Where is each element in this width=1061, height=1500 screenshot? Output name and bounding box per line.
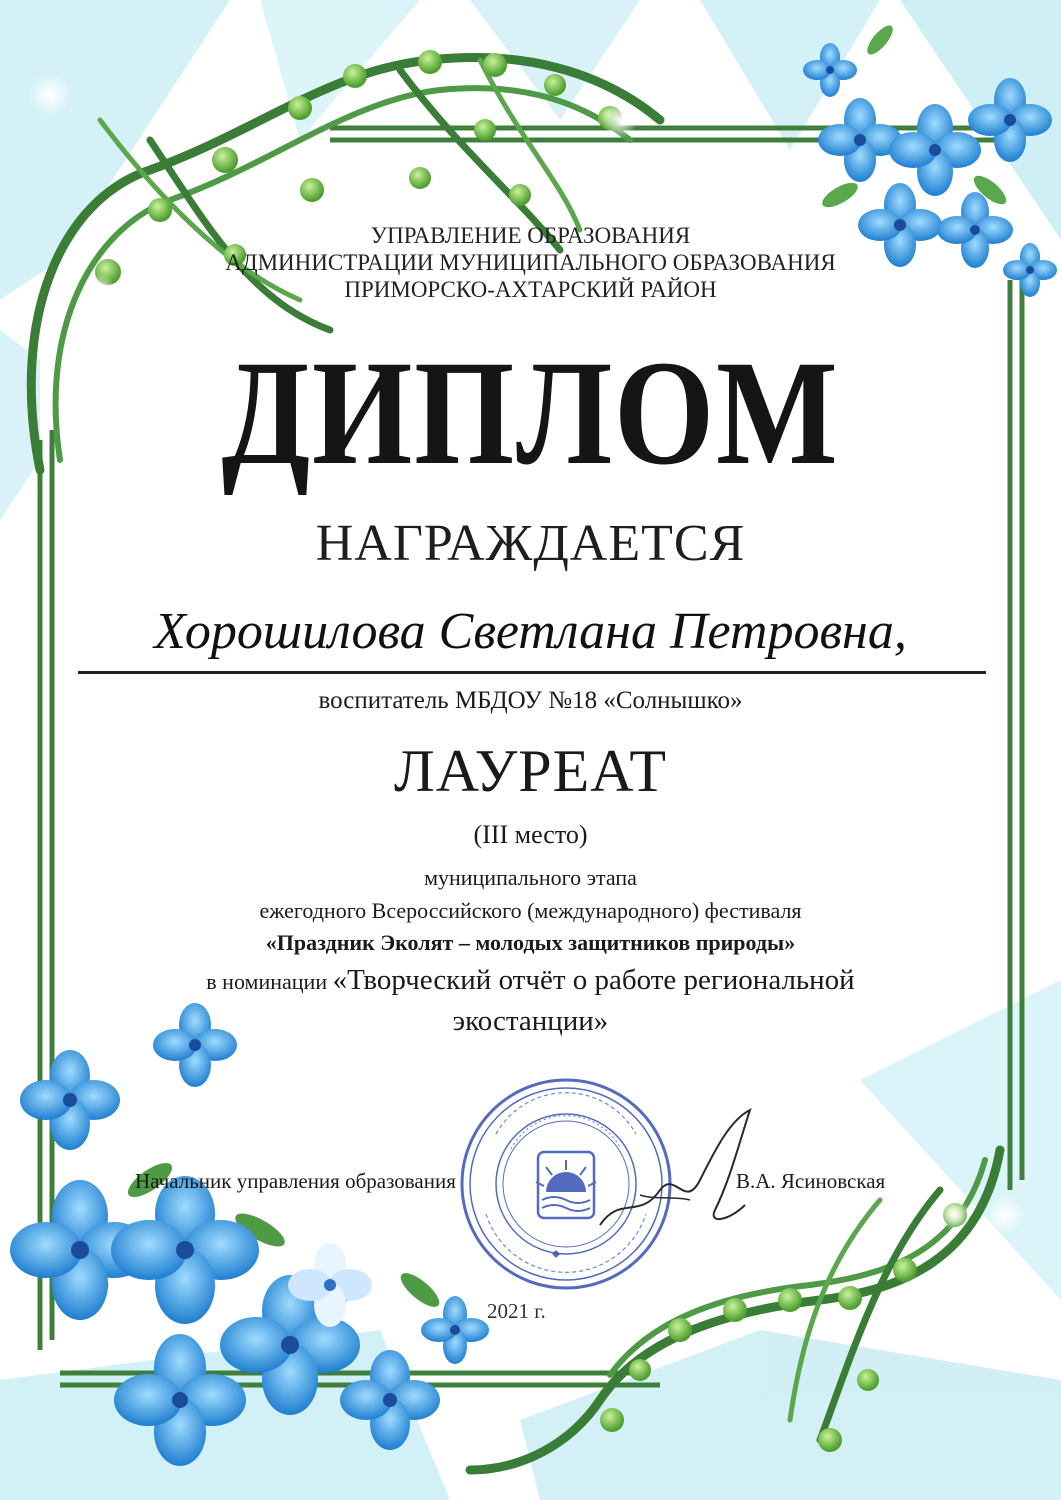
nomination-prefix: в номинации [206,969,333,994]
event-stage: муниципального этапа [424,865,637,890]
recipient-name: Хорошилова Светлана Петровна, [154,603,907,660]
awarded-heading: НАГРАЖДАЕТСЯ [315,515,746,572]
event-festival: ежегодного Всероссийского (международного) фестиваля [259,898,802,923]
organization-header [0,222,1061,303]
festival-name: «Праздник Эколят – молодых защитников природы» [265,930,796,955]
signatory-name: В.А. Ясиновская [736,1169,886,1193]
nomination-line [0,964,1061,998]
award-title: ЛАУРЕАТ [394,738,667,804]
award-place: (III место) [473,820,588,849]
header-line-2: АДМИНИСТРАЦИИ МУНИЦИПАЛЬНОГО ОБРАЗОВАНИЯ [225,250,836,275]
signatory-role: Начальник управления образования [135,1169,456,1193]
name-underline [78,671,986,674]
diploma-title: ДИПЛОМ [221,330,840,496]
nomination-title-part2: экостанции» [452,1005,609,1037]
nomination-title-part1: «Творческий отчёт о работе региональной [332,964,855,996]
recipient-position: воспитатель МБДОУ №18 «Солнышко» [318,687,743,714]
header-line-3: ПРИМОРСКО-АХТАРСКИЙ РАЙОН [344,277,717,302]
diploma-year: 2021 г. [487,1299,546,1323]
header-line-1: УПРАВЛЕНИЕ ОБРАЗОВАНИЯ [370,223,691,248]
